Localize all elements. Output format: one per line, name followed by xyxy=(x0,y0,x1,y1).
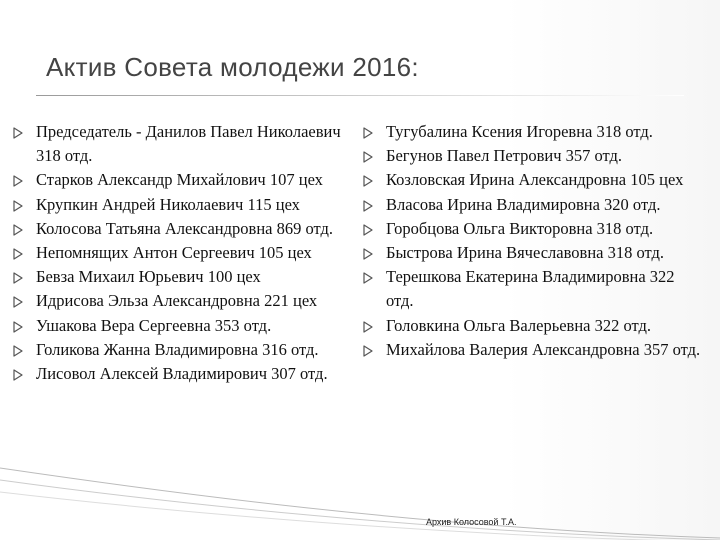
bullet-triangle-icon xyxy=(362,127,374,139)
bullet-triangle-icon xyxy=(362,272,374,284)
bullet-triangle-icon xyxy=(362,248,374,260)
right-list-item-text: Терешкова Екатерина Владимировна 322 отд. xyxy=(386,267,675,311)
bullet-triangle-icon xyxy=(12,296,24,308)
right-list-item-text: Козловская Ирина Александровна 105 цех xyxy=(386,170,684,190)
left-list-item-text: Председатель - Данилов Павел Николаевич 318 отд. xyxy=(36,122,341,166)
bullet-triangle-icon xyxy=(12,224,24,236)
bullet-triangle-icon xyxy=(12,127,24,139)
left-list-item xyxy=(12,193,364,217)
right-list-item xyxy=(362,217,702,241)
bullet-triangle-icon xyxy=(12,345,24,357)
right-list-item xyxy=(362,193,702,217)
right-list-item-text: Тугубалина Ксения Игоревна 318 отд. xyxy=(386,122,653,141)
bullet-triangle-icon xyxy=(12,321,24,333)
slide-title: Актив Совета молодежи 2016: xyxy=(46,52,419,82)
right-list-item-text: Власова Ирина Владимировна 320 отд. xyxy=(386,194,661,214)
left-list-item xyxy=(12,168,364,192)
left-list-item xyxy=(12,265,364,289)
right-list-item-text: Быстрова Ирина Вячеславовна 318 отд. xyxy=(386,243,665,263)
left-list-item-text: Колосова Татьяна Александровна 869 отд. xyxy=(36,218,334,238)
left-list-item xyxy=(12,314,364,338)
left-list-item-text: Крупкин Андрей Николаевич 115 цех xyxy=(36,194,300,214)
right-list-item-text: Головкина Ольга Валерьевна 322 отд. xyxy=(386,315,652,335)
right-list-item-text: Горобцова Ольга Викторовна 318 отд. xyxy=(386,218,654,238)
bullet-triangle-icon xyxy=(362,224,374,236)
bullet-triangle-icon xyxy=(12,272,24,284)
left-list-item-text: Ушакова Вера Сергеевна 353 отд. xyxy=(36,315,272,335)
left-column-list xyxy=(12,120,364,386)
right-column-list xyxy=(362,120,702,362)
left-list-item xyxy=(12,120,364,168)
right-list-item xyxy=(362,338,702,362)
left-list-item-text: Голикова Жанна Владимировна 316 отд. xyxy=(36,339,319,359)
right-list-item-text: Михайлова Валерия Александровна 357 отд. xyxy=(386,339,701,359)
left-list-item xyxy=(12,362,364,386)
bullet-triangle-icon xyxy=(362,345,374,357)
bullet-triangle-icon xyxy=(12,175,24,187)
right-list-item xyxy=(362,265,702,313)
left-list-item-text: Идрисова Эльза Александровна 221 цех xyxy=(36,291,318,311)
left-list-item-text: Старков Александр Михайлович 107 цех xyxy=(36,170,323,190)
bullet-triangle-icon xyxy=(362,175,374,187)
left-list-item-text: Лисовол Алексей Владимирович 307 отд. xyxy=(36,364,328,384)
left-list-item xyxy=(12,289,364,313)
bullet-triangle-icon xyxy=(362,321,374,333)
left-list-item xyxy=(12,217,364,241)
bullet-triangle-icon xyxy=(362,200,374,212)
left-list-item-text: Непомнящих Антон Сергеевич 105 цех xyxy=(36,243,312,263)
right-list-item xyxy=(362,168,702,192)
right-list-item-text: Бегунов Павел Петрович 357 отд. xyxy=(386,146,623,166)
right-list-item xyxy=(362,314,702,338)
right-list-item xyxy=(362,120,702,144)
bullet-triangle-icon xyxy=(12,369,24,381)
left-list-item xyxy=(12,241,364,265)
bullet-triangle-icon xyxy=(362,151,374,163)
right-list-item xyxy=(362,144,702,168)
left-list-item-text: Бевза Михаил Юрьевич 100 цех xyxy=(36,267,261,287)
bullet-triangle-icon xyxy=(12,200,24,212)
title-divider xyxy=(36,95,684,96)
bullet-triangle-icon xyxy=(12,248,24,260)
footer-note: Архив Колосовой Т.А. xyxy=(426,517,517,527)
right-list-item xyxy=(362,241,702,265)
left-list-item xyxy=(12,338,364,362)
